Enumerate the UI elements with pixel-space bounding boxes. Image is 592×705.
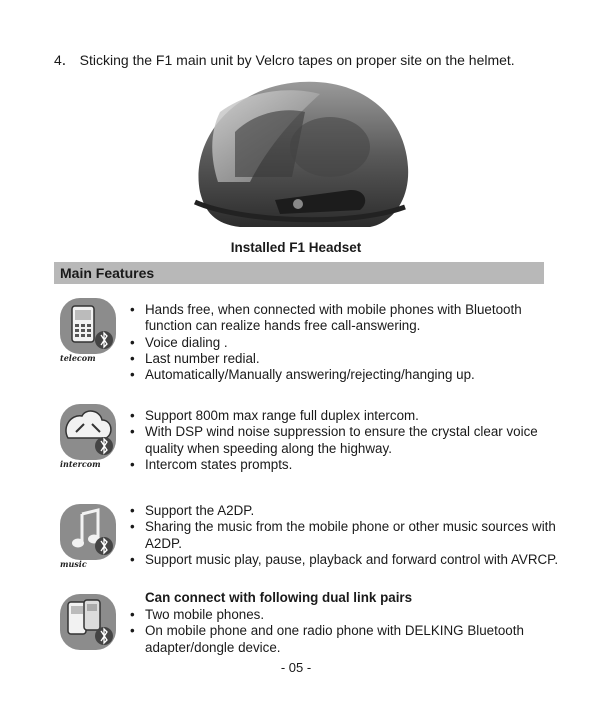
list-item: • On mobile phone and one radio phone with DELKING Bluetooth adapter/dongle device.	[130, 623, 560, 656]
list-item: • Two mobile phones.	[130, 607, 560, 623]
list-item: • Support 800m max range full duplex intercom.	[130, 408, 560, 424]
section-title: Main Features	[60, 265, 155, 281]
telecom-feature-list	[130, 302, 560, 383]
list-item: • Last number redial.	[130, 351, 560, 367]
list-item: • Intercom states prompts.	[130, 457, 560, 473]
intercom-bluetooth-icon	[54, 402, 124, 474]
list-item: • Support music play, pause, playback and forward control with AVRCP.	[130, 552, 560, 568]
dual-phone-bluetooth-icon	[54, 592, 124, 664]
helmet-photo	[180, 72, 420, 237]
dual-link-heading: Can connect with following dual link pairs	[145, 590, 413, 605]
list-item: • With DSP wind noise suppression to ensure the crystal clear voice quality when speeding along the highway.	[130, 424, 560, 457]
list-item: • Support the A2DP.	[130, 503, 560, 519]
photo-caption: Installed F1 Headset	[230, 240, 362, 255]
dual-link-feature-list	[130, 607, 560, 656]
main-features-header	[54, 262, 544, 284]
icon-label: intercom	[60, 459, 101, 469]
list-item: • Voice dialing .	[130, 335, 560, 351]
step-4-instruction: 4． Sticking the F1 main unit by Velcro tapes on proper site on the helmet.	[54, 52, 515, 68]
intercom-feature-list	[130, 408, 560, 473]
mobile-phone-bluetooth-icon	[54, 296, 124, 368]
music-note-bluetooth-icon	[54, 502, 124, 574]
page-number: - 05 -	[280, 660, 312, 675]
icon-label: music	[60, 559, 87, 569]
list-item: • Automatically/Manually answering/rejecting/hanging up.	[130, 367, 560, 383]
list-item: • Hands free, when connected with mobile phones with Bluetooth function can realize hands free call-answering.	[130, 302, 560, 335]
music-feature-list	[130, 503, 560, 568]
list-item: • Sharing the music from the mobile phone or other music sources with A2DP.	[130, 519, 560, 552]
icon-label: telecom	[60, 353, 96, 363]
